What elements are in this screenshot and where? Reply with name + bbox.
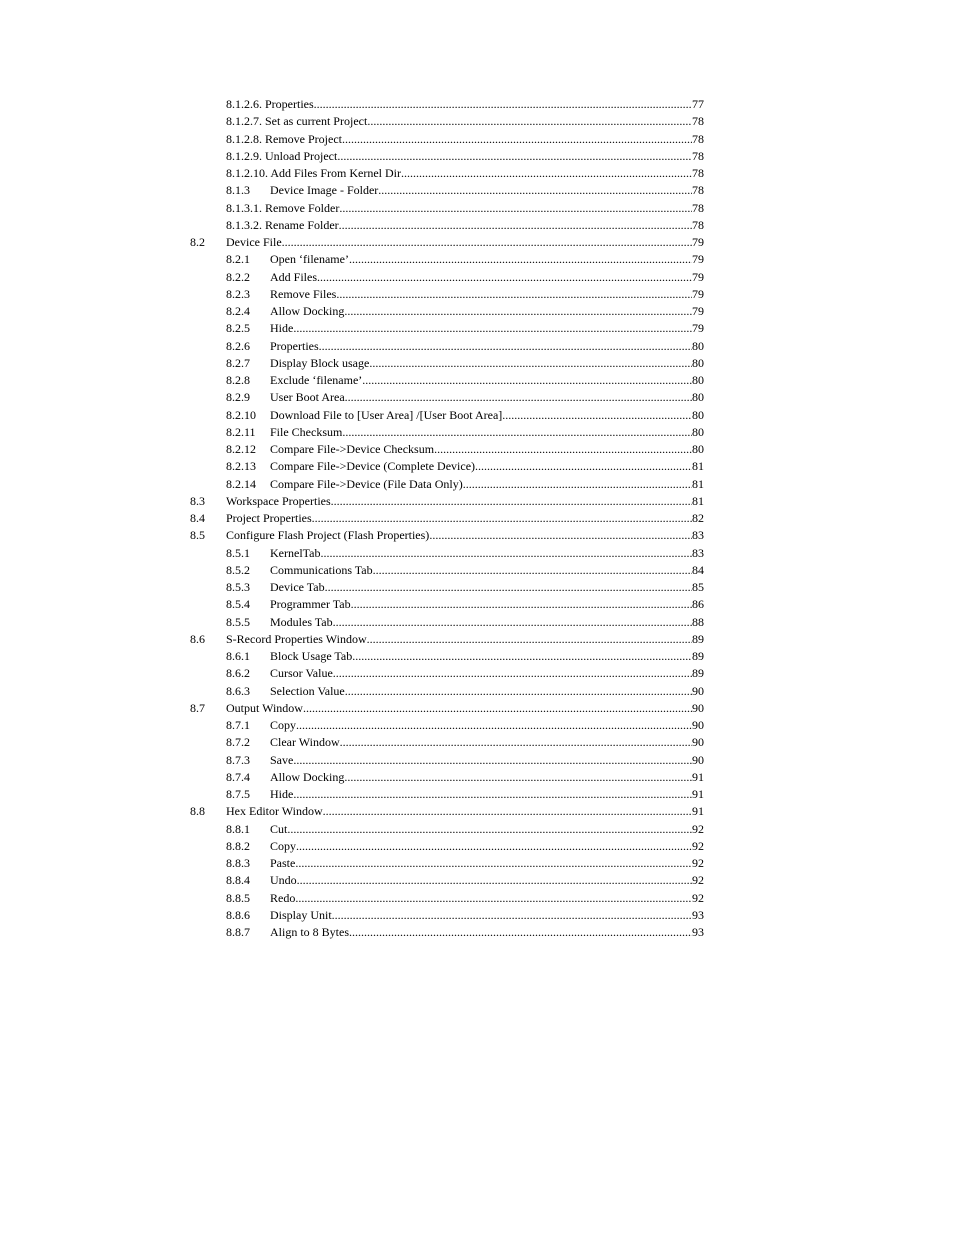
dot-leader <box>434 441 692 458</box>
toc-entry[interactable] <box>0 113 954 130</box>
toc-entry-number: 8.2.9 <box>226 390 250 405</box>
toc-entry-line <box>270 407 704 424</box>
toc-entry-page-number: 79 <box>692 269 704 284</box>
toc-entry-line <box>270 320 704 337</box>
toc-entry-page-number: 78 <box>692 148 704 163</box>
toc-entry[interactable] <box>0 596 954 613</box>
toc-entry-line <box>270 786 704 803</box>
toc-entry[interactable] <box>0 217 954 234</box>
dot-leader <box>342 131 692 148</box>
toc-entry-page-number: 79 <box>692 252 704 267</box>
toc-entry-title: Compare File->Device (Complete Device) <box>270 459 476 474</box>
toc-entry-title: Properties <box>270 338 319 353</box>
toc-entry-title: Paste <box>270 856 296 870</box>
toc-entry-page-number: 82 <box>692 511 704 525</box>
toc-entry-line <box>270 286 704 303</box>
toc-entry-page-number: 92 <box>692 890 704 905</box>
toc-entry[interactable] <box>0 320 954 337</box>
toc-entry-title: Open ‘filename’ <box>270 252 349 267</box>
toc-entry-page-number: 81 <box>692 493 704 508</box>
toc-entry-number: 8.6 <box>190 631 205 646</box>
toc-entry-number: 8.8.5 <box>226 890 250 905</box>
dot-leader <box>367 113 692 130</box>
toc-entry-page-number: 93 <box>692 925 704 939</box>
toc-entry-number: 8.2.7 <box>226 355 250 370</box>
toc-entry-page-number: 77 <box>692 97 704 111</box>
toc-entry-line <box>270 734 704 751</box>
toc-entry-page-number: 85 <box>692 580 704 594</box>
toc-entry-line <box>270 752 704 769</box>
toc-entry-title: KernelTab <box>270 545 321 560</box>
toc-entry-line <box>270 338 704 355</box>
toc-entry-number: 8.1.3 <box>226 183 250 198</box>
toc-entry[interactable] <box>0 855 954 872</box>
toc-entry-title: Copy <box>270 718 297 732</box>
toc-entry-page-number: 90 <box>692 683 704 698</box>
toc-entry[interactable] <box>0 838 954 855</box>
toc-entry-line <box>270 717 704 734</box>
toc-entry[interactable] <box>0 510 954 527</box>
toc-entry-page-number: 90 <box>692 718 704 732</box>
toc-entry-line <box>270 821 704 838</box>
toc-entry-title: 8.1.2.7. Set as current Project <box>226 114 368 129</box>
toc-entry-title: 8.1.2.10. Add Files From Kernel Dir <box>226 166 401 180</box>
toc-entry-page-number: 80 <box>692 338 704 353</box>
toc-entry[interactable] <box>0 752 954 769</box>
toc-entry[interactable] <box>0 924 954 941</box>
toc-entry-number: 8.7 <box>190 700 205 715</box>
toc-entry-title: Hide <box>270 787 294 801</box>
toc-entry-number: 8.8.3 <box>226 856 250 870</box>
toc-entry-title: Remove Files... <box>270 286 346 301</box>
toc-entry-number: 8.2.1 <box>226 252 250 267</box>
toc-entry-line <box>226 700 704 717</box>
toc-entry-line <box>226 131 704 148</box>
toc-entry-number: 8.5.4 <box>226 597 250 612</box>
toc-entry-number: 8.8.4 <box>226 873 250 888</box>
toc-entry-title: Project Properties <box>226 511 312 525</box>
toc-entry-number: 8.2.6 <box>226 338 250 353</box>
toc-entry-title: Exclude ‘filename’ <box>270 373 363 387</box>
toc-entry-page-number: 79 <box>692 235 704 249</box>
toc-entry-line <box>270 872 704 889</box>
toc-entry[interactable] <box>0 182 954 199</box>
dot-leader <box>345 389 692 406</box>
dot-leader <box>296 717 692 734</box>
toc-entry-number: 8.7.5 <box>226 787 250 801</box>
toc-entry-title: Save <box>270 752 294 767</box>
toc-entry-number: 8.6.3 <box>226 683 250 698</box>
dot-leader <box>326 269 692 286</box>
dot-leader <box>337 148 692 165</box>
toc-entry-line <box>226 96 704 113</box>
dot-leader <box>314 96 692 113</box>
dot-leader <box>367 631 692 648</box>
toc-entry-line <box>226 148 704 165</box>
toc-entry-line <box>270 838 704 855</box>
toc-entry-line <box>270 303 704 320</box>
toc-entry-number: 8.2.2 <box>226 269 250 284</box>
toc-entry-title: Undo <box>270 873 297 888</box>
toc-entry-line <box>270 372 704 389</box>
dot-leader <box>340 734 692 751</box>
toc-entry[interactable] <box>0 579 954 596</box>
toc-entry-title: Copy <box>270 838 297 853</box>
toc-entry-number: 8.2.12 <box>226 442 256 456</box>
dot-leader <box>332 907 692 924</box>
toc-entry-title: Configure Flash Project (Flash Properties) <box>226 528 430 543</box>
toc-entry-number: 8.5.5 <box>226 614 250 629</box>
toc-entry[interactable] <box>0 493 954 510</box>
toc-entry[interactable] <box>0 734 954 751</box>
toc-entry-title: 8.1.3.1. Remove Folder <box>226 200 340 215</box>
toc-entry[interactable] <box>0 700 954 717</box>
dot-leader <box>429 527 692 544</box>
toc-entry-line <box>270 855 704 872</box>
toc-entry-line <box>270 458 704 475</box>
toc-entry-line <box>270 924 704 941</box>
toc-entry-number: 8.2.8 <box>226 373 250 387</box>
toc-entry-page-number: 79 <box>692 286 704 301</box>
toc-entry-page-number: 80 <box>692 424 704 439</box>
toc-entry-number: 8.2 <box>190 235 205 249</box>
dot-leader <box>463 476 692 493</box>
dot-leader <box>345 286 692 303</box>
toc-entry-line <box>270 683 704 700</box>
toc-entry[interactable] <box>0 683 954 700</box>
toc-entry-title: Programmer Tab <box>270 597 351 612</box>
toc-entry-page-number: 88 <box>692 614 704 629</box>
toc-entry[interactable] <box>0 355 954 372</box>
toc-entry[interactable] <box>0 821 954 838</box>
toc-entry-line <box>226 217 704 234</box>
toc-entry-page-number: 78 <box>692 131 704 146</box>
toc-entry[interactable] <box>0 786 954 803</box>
dot-leader <box>378 182 692 199</box>
toc-entry-title: Compare File->Device (File Data Only) <box>270 476 463 491</box>
toc-entry[interactable] <box>0 424 954 441</box>
toc-entry[interactable] <box>0 165 954 182</box>
toc-entry-page-number: 89 <box>692 666 704 681</box>
toc-entry-title: Display Block usage... <box>270 355 379 370</box>
toc-entry-page-number: 83 <box>692 545 704 560</box>
toc-entry-line <box>226 200 704 217</box>
toc-entry[interactable] <box>0 614 954 631</box>
toc-entry-page-number: 80 <box>692 390 704 405</box>
toc-entry-line <box>270 665 704 682</box>
toc-entry-page-number: 92 <box>692 821 704 836</box>
toc-entry-page-number: 80 <box>692 373 704 387</box>
toc-entry-line <box>226 234 704 251</box>
dot-leader <box>325 579 692 596</box>
toc-entry-number: 8.2.14 <box>226 476 256 491</box>
toc-entry-line <box>270 251 704 268</box>
toc-entry-number: 8.4 <box>190 511 205 525</box>
toc-entry-line <box>270 907 704 924</box>
toc-entry[interactable] <box>0 872 954 889</box>
toc-entry-page-number: 78 <box>692 183 704 198</box>
dot-leader <box>282 234 692 251</box>
dot-leader <box>344 303 692 320</box>
toc-entry-line <box>270 545 704 562</box>
toc-entry-title: Compare File->Device Checksum <box>270 442 435 456</box>
toc-entry-page-number: 84 <box>692 562 704 577</box>
toc-entry[interactable] <box>0 527 954 544</box>
dot-leader <box>287 821 692 838</box>
toc-entry-number: 8.3 <box>190 493 205 508</box>
toc-entry-title: 8.1.2.8. Remove Project <box>226 131 342 146</box>
toc-entry[interactable] <box>0 890 954 907</box>
toc-entry-page-number: 91 <box>692 769 704 784</box>
toc-entry-title: Allow Docking <box>270 769 345 784</box>
toc-entry[interactable] <box>0 251 954 268</box>
toc-entry-page-number: 91 <box>692 804 704 819</box>
toc-entry-line <box>226 165 704 182</box>
toc-entry-number: 8.8.6 <box>226 907 250 922</box>
toc-entry-title: Workspace Properties <box>226 493 331 508</box>
toc-entry-number: 8.6.2 <box>226 666 250 681</box>
dot-leader <box>319 338 692 355</box>
toc-entry-title: Download File to [User Area] /[User Boot Area] <box>270 407 503 422</box>
dot-leader <box>378 355 692 372</box>
toc-entry-line <box>270 441 704 458</box>
toc-entry-page-number: 89 <box>692 631 704 646</box>
dot-leader <box>295 890 692 907</box>
toc-entry-number: 8.8.1 <box>226 821 250 836</box>
toc-entry-title: Redo <box>270 890 296 905</box>
toc-entry-page-number: 92 <box>692 838 704 853</box>
toc-entry[interactable] <box>0 717 954 734</box>
toc-entry-number: 8.2.5 <box>226 321 250 336</box>
dot-leader <box>351 596 692 613</box>
toc-entry[interactable] <box>0 665 954 682</box>
toc-entry-title: Cursor Value <box>270 666 333 681</box>
toc-entry-page-number: 90 <box>692 735 704 750</box>
toc-entry-title: Add Files... <box>270 269 327 284</box>
toc-entry-title: 8.1.2.9. Unload Project <box>226 148 338 163</box>
dot-leader <box>342 424 692 441</box>
toc-entry[interactable] <box>0 631 954 648</box>
toc-entry-line <box>226 113 704 130</box>
toc-entry-line <box>226 510 704 527</box>
dot-leader <box>401 165 692 182</box>
toc-entry[interactable] <box>0 458 954 475</box>
toc-entry[interactable] <box>0 148 954 165</box>
toc-entry-title: File Checksum <box>270 424 343 439</box>
dot-leader <box>293 786 692 803</box>
toc-entry-title: Hex Editor Window <box>226 804 323 819</box>
toc-entry-line <box>270 389 704 406</box>
toc-entry-number: 8.5 <box>190 528 205 543</box>
toc-entry-line <box>270 355 704 372</box>
dot-leader <box>349 251 692 268</box>
dot-leader <box>345 683 692 700</box>
dot-leader <box>373 562 692 579</box>
toc-entry-page-number: 78 <box>692 166 704 180</box>
toc-entry[interactable] <box>0 769 954 786</box>
toc-entry-number: 8.5.2 <box>226 562 250 577</box>
toc-entry-page-number: 89 <box>692 649 704 663</box>
toc-entry-title: Display Unit <box>270 907 332 922</box>
toc-entry-number: 8.7.1 <box>226 718 250 732</box>
dot-leader <box>333 665 692 682</box>
toc-entry-line <box>226 493 704 510</box>
toc-entry-page-number: 79 <box>692 321 704 336</box>
toc-entry-title: Clear Window <box>270 735 340 750</box>
toc-entry-title: Selection Value <box>270 683 345 698</box>
dot-leader <box>502 407 692 424</box>
toc-entry-line <box>270 476 704 493</box>
dot-leader <box>297 872 692 889</box>
toc-entry-number: 8.2.11 <box>226 424 256 439</box>
toc-entry[interactable] <box>0 269 954 286</box>
toc-entry-page-number: 83 <box>692 528 704 543</box>
toc-entry-page-number: 92 <box>692 873 704 888</box>
dot-leader <box>293 752 692 769</box>
toc-entry-page-number: 92 <box>692 856 704 870</box>
toc-entry-number: 8.8.7 <box>226 925 250 939</box>
toc-entry-page-number: 86 <box>692 597 704 612</box>
toc-entry-page-number: 90 <box>692 752 704 767</box>
dot-leader <box>295 855 692 872</box>
toc-entry[interactable] <box>0 338 954 355</box>
toc-entry-page-number: 91 <box>692 787 704 801</box>
toc-entry-number: 8.2.10 <box>226 407 256 422</box>
toc-entry-page-number: 80 <box>692 355 704 370</box>
toc-entry[interactable] <box>0 303 954 320</box>
toc-entry[interactable] <box>0 200 954 217</box>
dot-leader <box>333 614 692 631</box>
toc-entry[interactable] <box>0 803 954 820</box>
dot-leader <box>339 200 692 217</box>
toc-entry[interactable] <box>0 545 954 562</box>
dot-leader <box>344 769 692 786</box>
toc-entry-line <box>270 648 704 665</box>
toc-entry[interactable] <box>0 389 954 406</box>
toc-entry-number: 8.5.3 <box>226 580 250 594</box>
toc-entry-number: 8.5.1 <box>226 545 250 560</box>
toc-entry-page-number: 79 <box>692 304 704 318</box>
dot-leader <box>339 217 692 234</box>
toc-entry-number: 8.7.2 <box>226 735 250 750</box>
dot-leader <box>296 838 692 855</box>
toc-entry[interactable] <box>0 407 954 424</box>
dot-leader <box>349 924 692 941</box>
toc-entry-number: 8.7.3 <box>226 752 250 767</box>
toc-entry-line <box>270 269 704 286</box>
toc-entry-page-number: 78 <box>692 200 704 215</box>
toc-entry-title: User Boot Area <box>270 390 345 405</box>
toc-entry-line <box>270 890 704 907</box>
dot-leader <box>475 458 692 475</box>
dot-leader <box>323 803 692 820</box>
toc-entry-title: Align to 8 Bytes <box>270 925 350 939</box>
toc-entry-line <box>270 182 704 199</box>
toc-entry-title: Block Usage Tab <box>270 649 353 663</box>
toc-entry-title: Device File <box>226 235 282 249</box>
toc-entry-title: Communications Tab <box>270 562 373 577</box>
toc-entry[interactable] <box>0 441 954 458</box>
toc-entry-title: S-Record Properties Window <box>226 631 367 646</box>
toc-entry-page-number: 80 <box>692 442 704 456</box>
toc-entry-title: Allow Docking <box>270 304 345 318</box>
toc-entry[interactable] <box>0 907 954 924</box>
toc-entry-title: 8.1.2.6. Properties <box>226 97 314 111</box>
toc-entry-line <box>270 614 704 631</box>
toc-entry-line <box>270 562 704 579</box>
toc-entry-page-number: 90 <box>692 700 704 715</box>
toc-entry-line <box>226 631 704 648</box>
toc-entry[interactable] <box>0 372 954 389</box>
toc-entry-line <box>270 769 704 786</box>
toc-entry-number: 8.2.13 <box>226 459 256 474</box>
dot-leader <box>331 493 692 510</box>
toc-entry-page-number: 81 <box>692 476 704 491</box>
toc-entry-number: 8.7.4 <box>226 769 250 784</box>
toc-entry-number: 8.8 <box>190 804 205 819</box>
toc-entry[interactable] <box>0 648 954 665</box>
toc-entry-title: Device Tab <box>270 580 325 594</box>
toc-entry-line <box>270 596 704 613</box>
toc-entry-title: Device Image - Folder <box>270 183 379 198</box>
toc-entry-number: 8.2.4 <box>226 304 250 318</box>
toc-entry-page-number: 81 <box>692 459 704 474</box>
toc-entry[interactable] <box>0 131 954 148</box>
dot-leader <box>362 372 692 389</box>
toc-entry[interactable] <box>0 476 954 493</box>
toc-entry-title: Output Window <box>226 700 303 715</box>
toc-entry-number: 8.8.2 <box>226 838 250 853</box>
dot-leader <box>320 545 692 562</box>
toc-entry-title: 8.1.3.2. Rename Folder <box>226 217 339 232</box>
toc-entry[interactable] <box>0 234 954 251</box>
toc-entry-page-number: 78 <box>692 217 704 232</box>
dot-leader <box>303 700 692 717</box>
toc-entry-page-number: 80 <box>692 407 704 422</box>
toc-entry-title: Modules Tab <box>270 614 333 629</box>
toc-entry[interactable] <box>0 286 954 303</box>
toc-entry-page-number: 78 <box>692 114 704 129</box>
table-of-contents <box>0 96 954 941</box>
toc-entry-number: 8.2.3 <box>226 286 250 301</box>
toc-entry[interactable] <box>0 96 954 113</box>
toc-entry-number: 8.6.1 <box>226 649 250 663</box>
toc-entry-line <box>226 803 704 820</box>
dot-leader <box>293 320 692 337</box>
toc-entry-title: Hide <box>270 321 294 336</box>
toc-entry-line <box>270 579 704 596</box>
toc-entry-title: Cut <box>270 821 288 836</box>
toc-entry-page-number: 93 <box>692 907 704 922</box>
dot-leader <box>312 510 692 527</box>
toc-entry-line <box>270 424 704 441</box>
dot-leader <box>352 648 692 665</box>
toc-entry-line <box>226 527 704 544</box>
toc-entry[interactable] <box>0 562 954 579</box>
